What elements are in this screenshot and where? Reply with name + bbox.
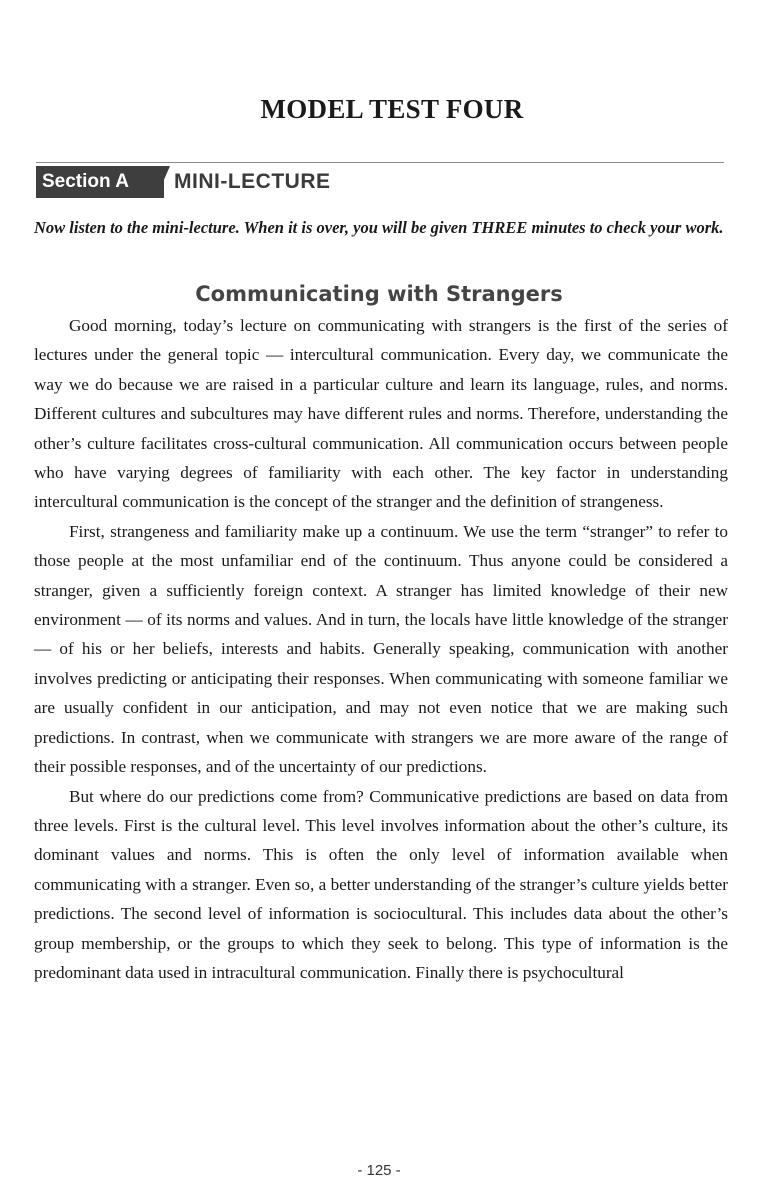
section-divider xyxy=(36,162,724,163)
page-number: - 125 - xyxy=(357,1162,401,1179)
section-badge-slant xyxy=(156,166,170,198)
paragraph: First, strangeness and familiarity make up a continuum. We use the term “stranger” to refer to those people at the most unfamiliar end of the continuum. Thus anyone could be considered a stranger, given a sufficiently foreign context. A stranger has limited knowledge of their new environment — of its norms and values. And in turn, the locals have little knowledge of the stranger — of his or her beliefs, interests and habits. Generally speaking, communication with another involves predicting or anticipating their responses. When communicating with someone familiar we are usually confident in our anticipation, and may not even notice that we are making such predictions. In contrast, when we communicate with strangers we are more aware of the range of their possible responses, and of the uncertainty of our predictions. xyxy=(34,521,728,777)
section-header xyxy=(36,166,736,200)
section-badge: Section A xyxy=(36,166,164,198)
section-name: MINI-LECTURE xyxy=(174,170,331,193)
lecture-title: Communicating with Strangers xyxy=(195,282,563,306)
paragraph: But where do our predictions come from? Communicative predictions are based on data from three levels. First is the cultural level. This level involves information about the other’s culture, its dominant values and norms. This is often the only level of information available when communicating with a stranger. Even so, a better understanding of the stranger’s culture yields better predictions. The second level of information is sociocultural. This includes data about the other’s group membership, or the groups to which they seek to belong. This type of information is the predominant data used in intracultural communication. Finally there is psychocultural xyxy=(34,786,728,982)
page-title: MODEL TEST FOUR xyxy=(260,94,524,124)
lecture-body xyxy=(34,311,728,987)
paragraph: Good morning, today’s lecture on communicating with strangers is the first of the series of lectures under the general topic — intercultural communication. Every day, we communicate the way we do because we are raised in a particular culture and learn its language, rules, and norms. Different cultures and subcultures may have different rules and norms. Therefore, understanding the other’s culture facilitates cross-cultural communication. All communication occurs between people who have varying degrees of familiarity with each other. The key factor in understanding intercultural communication is the concept of the stranger and the definition of strangeness. xyxy=(34,316,728,512)
instructions: Now listen to the mini-lecture. When it is over, you will be given THREE minutes to check your work. xyxy=(34,218,724,237)
